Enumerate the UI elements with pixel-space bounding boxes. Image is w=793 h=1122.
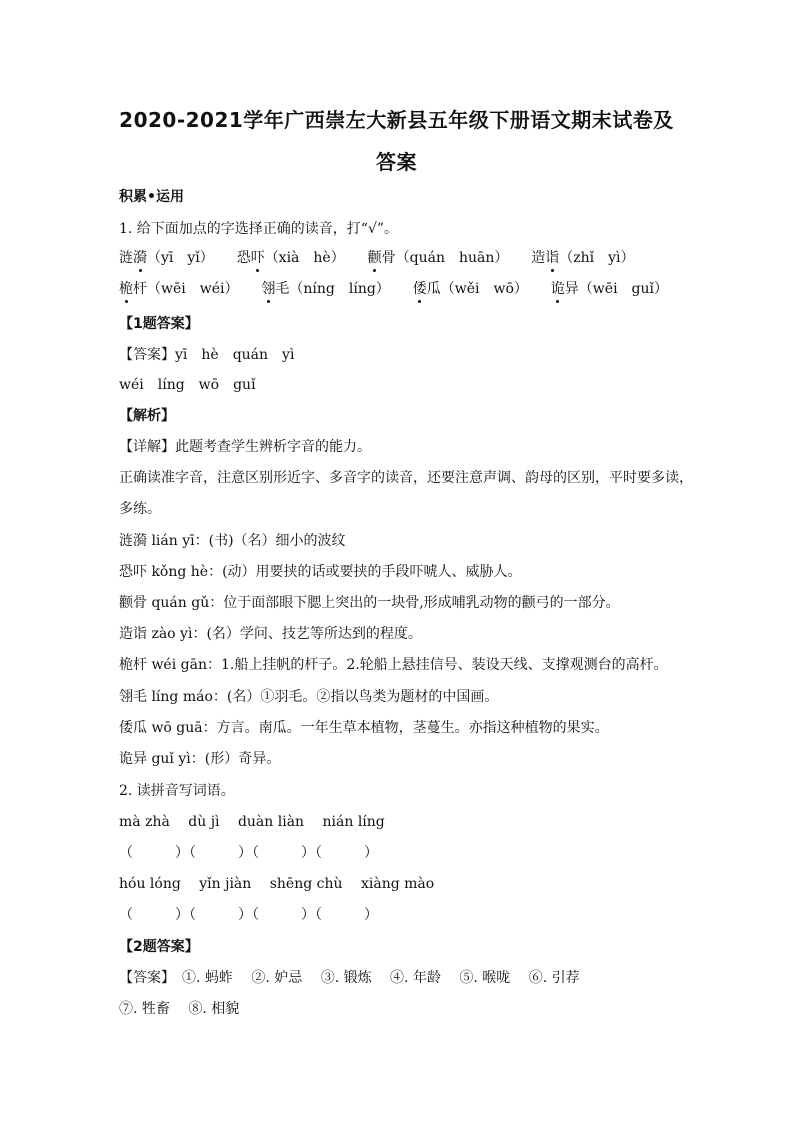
option-word: 诡异（wēi guǐ） [551, 281, 668, 297]
explanation-item: 涟漪 lián yī：(书)（名）细小的波纹 [119, 533, 346, 549]
question-2-blanks-row-1: （ ）（ ）（ ）（ ） [119, 845, 378, 861]
option-word: 桅杆（wēi wéi） [119, 281, 239, 297]
option-word: 翎毛（níng líng） [261, 281, 389, 297]
explanation-item: 恐吓 kǒng hè：(动）用要挟的话或要挟的手段吓唬人、威胁人。 [119, 564, 522, 580]
question-1-stem: 1. 给下面加点的字选择正确的读音，打“√”。 [119, 221, 399, 237]
section-heading: 积累•运用 [119, 189, 184, 205]
option-word: 涟漪（yī yǐ） [119, 250, 214, 266]
document-title-line-1: 2020-2021学年广西崇左大新县五年级下册语文期末试卷及 [119, 108, 674, 132]
question-1-detail: 【详解】此题考查学生辨析字音的能力。 [119, 439, 371, 455]
explanation-item: 诡异 guǐ yì：(形）奇异。 [119, 751, 281, 767]
question-1-paragraph-line-1: 正确读准字音，注意区别形近字、多音字的读音，还要注意声调、韵母的区别，平时要多读， [119, 470, 693, 486]
question-2-answer-line-1: 【答案】 ①. 蚂蚱 ②. 妒忌 ③. 锻炼 ④. 年龄 ⑤. 喉咙 ⑥. 引荐 [119, 970, 580, 986]
document-title-line-2: 答案 [376, 150, 417, 174]
question-1-paragraph-line-2: 多练。 [119, 501, 161, 517]
question-1-answer-line-2: wéi líng wō guǐ [119, 377, 256, 393]
option-word: 倭瓜（wěi wō） [413, 281, 528, 297]
option-word: 恐吓（xià hè） [237, 250, 345, 266]
explanation-item: 倭瓜 wō guā：方言。南瓜。一年生草本植物，茎蔓生。亦指这种植物的果实。 [119, 720, 609, 736]
question-2-answer-header: 【2题答案】 [119, 939, 199, 955]
option-word: 颧骨（quán huān） [368, 250, 509, 266]
question-2-pinyin-row-2: hóu lóng yǐn jiàn shēng chù xiàng mào [119, 876, 435, 892]
explanation-item: 翎毛 líng máo：(名）①羽毛。②指以鸟类为题材的中国画。 [119, 689, 499, 705]
explanation-item: 颧骨 quán gǔ：位于面部眼下腮上突出的一块骨,形成哺乳动物的颧弓的一部分。 [119, 595, 620, 611]
question-2-blanks-row-2: （ ）（ ）（ ）（ ） [119, 907, 378, 923]
question-1-options-row-1 [119, 247, 635, 267]
question-1-options-row-2 [119, 278, 668, 298]
question-1-analysis-header: 【解析】 [119, 408, 175, 424]
question-1-answer-line-1: 【答案】yī hè quán yì [119, 347, 295, 363]
question-1-answer-header: 【1题答案】 [119, 316, 199, 332]
option-word: 造诣（zhǐ yì） [531, 250, 634, 266]
question-2-pinyin-row-1: mà zhà dù jì duàn liàn nián líng [119, 814, 385, 830]
question-2-answer-line-2: ⑦. 牲畜 ⑧. 相貌 [119, 1001, 240, 1017]
explanation-item: 造诣 zào yì：(名）学问、技艺等所达到的程度。 [119, 626, 422, 642]
question-2-stem: 2. 读拼音写词语。 [119, 783, 235, 799]
explanation-item: 桅杆 wéi gān：1.船上挂帆的杆子。2.轮船上悬挂信号、装设天线、支撑观测台的高杆。 [119, 657, 668, 673]
